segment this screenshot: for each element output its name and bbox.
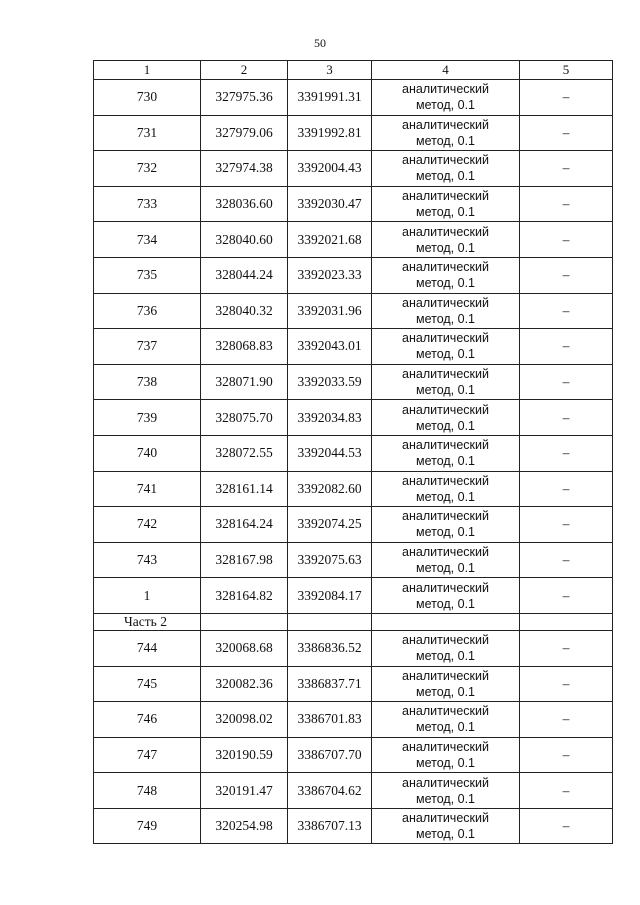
coordinate-x: 328075.70	[201, 400, 288, 436]
method-cell	[372, 773, 520, 809]
point-number: 730	[94, 80, 201, 116]
method-line-1: аналитический	[402, 153, 489, 168]
method-line-1: аналитический	[402, 224, 489, 239]
point-number: 736	[94, 293, 201, 329]
col5-value: –	[520, 507, 613, 543]
coordinates-table	[93, 60, 613, 844]
table-row	[94, 80, 613, 116]
point-number: 739	[94, 400, 201, 436]
method-line-2: метод, 0.1	[415, 276, 475, 291]
method-line-2: метод, 0.1	[415, 98, 475, 113]
col5-value: –	[520, 737, 613, 773]
method-cell	[372, 507, 520, 543]
method-cell	[372, 702, 520, 738]
empty-cell	[520, 613, 613, 630]
coordinate-x: 320082.36	[201, 666, 288, 702]
col5-value: –	[520, 471, 613, 507]
section-row	[94, 613, 613, 630]
coordinate-y: 3386704.62	[288, 773, 372, 809]
point-number: 732	[94, 151, 201, 187]
coordinate-y: 3392034.83	[288, 400, 372, 436]
method-line-2: метод, 0.1	[415, 791, 475, 806]
coordinate-x: 328161.14	[201, 471, 288, 507]
method-line-1: аналитический	[402, 811, 489, 826]
table-row	[94, 578, 613, 614]
col5-value: –	[520, 630, 613, 666]
table-row	[94, 471, 613, 507]
header-col-2: 2	[201, 61, 288, 80]
coordinate-x: 328040.60	[201, 222, 288, 258]
table-row	[94, 115, 613, 151]
point-number: 735	[94, 257, 201, 293]
col5-value: –	[520, 222, 613, 258]
method-line-1: аналитический	[402, 580, 489, 595]
coordinate-y: 3386707.70	[288, 737, 372, 773]
coordinate-y: 3392043.01	[288, 329, 372, 365]
col5-value: –	[520, 578, 613, 614]
method-line-1: аналитический	[402, 473, 489, 488]
method-line-1: аналитический	[402, 509, 489, 524]
method-line-1: аналитический	[402, 117, 489, 132]
method-line-2: метод, 0.1	[415, 649, 475, 664]
coordinate-y: 3392021.68	[288, 222, 372, 258]
table-row	[94, 808, 613, 844]
method-cell	[372, 630, 520, 666]
coordinate-x: 328072.55	[201, 435, 288, 471]
coordinate-x: 320254.98	[201, 808, 288, 844]
method-line-2: метод, 0.1	[415, 684, 475, 699]
method-cell	[372, 737, 520, 773]
col5-value: –	[520, 329, 613, 365]
coordinate-x: 327975.36	[201, 80, 288, 116]
col5-value: –	[520, 666, 613, 702]
point-number: 745	[94, 666, 201, 702]
method-line-1: аналитический	[402, 438, 489, 453]
point-number: 742	[94, 507, 201, 543]
table-row	[94, 329, 613, 365]
method-line-1: аналитический	[402, 82, 489, 97]
coordinate-x: 328164.82	[201, 578, 288, 614]
method-cell	[372, 364, 520, 400]
table-row	[94, 737, 613, 773]
col5-value: –	[520, 702, 613, 738]
coordinate-y: 3386707.13	[288, 808, 372, 844]
method-line-2: метод, 0.1	[415, 525, 475, 540]
col5-value: –	[520, 257, 613, 293]
method-line-2: метод, 0.1	[415, 720, 475, 735]
point-number: 748	[94, 773, 201, 809]
method-line-2: метод, 0.1	[415, 240, 475, 255]
header-row	[94, 61, 613, 80]
method-line-2: метод, 0.1	[415, 755, 475, 770]
coordinate-y: 3392075.63	[288, 542, 372, 578]
method-line-2: метод, 0.1	[415, 418, 475, 433]
coordinate-x: 320191.47	[201, 773, 288, 809]
coordinate-x: 320190.59	[201, 737, 288, 773]
coordinate-x: 320068.68	[201, 630, 288, 666]
table-row	[94, 257, 613, 293]
empty-cell	[201, 613, 288, 630]
coordinate-y: 3391991.31	[288, 80, 372, 116]
point-number: 731	[94, 115, 201, 151]
col5-value: –	[520, 773, 613, 809]
table-row	[94, 222, 613, 258]
method-line-2: метод, 0.1	[415, 133, 475, 148]
coordinate-y: 3386701.83	[288, 702, 372, 738]
empty-cell	[288, 613, 372, 630]
method-cell	[372, 471, 520, 507]
point-number: 740	[94, 435, 201, 471]
method-line-1: аналитический	[402, 331, 489, 346]
col5-value: –	[520, 115, 613, 151]
point-number: 1	[94, 578, 201, 614]
method-line-1: аналитический	[402, 545, 489, 560]
coordinate-x: 327974.38	[201, 151, 288, 187]
table-row	[94, 773, 613, 809]
method-line-1: аналитический	[402, 260, 489, 275]
method-cell	[372, 257, 520, 293]
point-number: 743	[94, 542, 201, 578]
method-cell	[372, 186, 520, 222]
table-row	[94, 364, 613, 400]
method-cell	[372, 222, 520, 258]
method-cell	[372, 808, 520, 844]
method-cell	[372, 542, 520, 578]
coordinate-x: 328068.83	[201, 329, 288, 365]
table-row	[94, 507, 613, 543]
method-cell	[372, 666, 520, 702]
method-line-1: аналитический	[402, 775, 489, 790]
method-line-1: аналитический	[402, 704, 489, 719]
col5-value: –	[520, 542, 613, 578]
header-col-1: 1	[94, 61, 201, 80]
point-number: 733	[94, 186, 201, 222]
section-label: Часть 2	[94, 613, 201, 630]
coordinate-y: 3392031.96	[288, 293, 372, 329]
method-cell	[372, 578, 520, 614]
method-line-1: аналитический	[402, 402, 489, 417]
coordinate-y: 3392033.59	[288, 364, 372, 400]
method-line-1: аналитический	[402, 189, 489, 204]
col5-value: –	[520, 151, 613, 187]
method-line-2: метод, 0.1	[415, 169, 475, 184]
coordinate-x: 328071.90	[201, 364, 288, 400]
table-row	[94, 293, 613, 329]
coordinate-y: 3392084.17	[288, 578, 372, 614]
method-cell	[372, 115, 520, 151]
method-cell	[372, 151, 520, 187]
coordinate-x: 327979.06	[201, 115, 288, 151]
method-line-1: аналитический	[402, 668, 489, 683]
coordinate-x: 328040.32	[201, 293, 288, 329]
method-line-2: метод, 0.1	[415, 827, 475, 842]
col5-value: –	[520, 364, 613, 400]
coordinate-x: 320098.02	[201, 702, 288, 738]
method-line-2: метод, 0.1	[415, 489, 475, 504]
table-row	[94, 400, 613, 436]
point-number: 747	[94, 737, 201, 773]
table-row	[94, 435, 613, 471]
method-line-1: аналитический	[402, 633, 489, 648]
col5-value: –	[520, 400, 613, 436]
table-row	[94, 151, 613, 187]
table-row	[94, 542, 613, 578]
point-number: 741	[94, 471, 201, 507]
method-cell	[372, 329, 520, 365]
point-number: 749	[94, 808, 201, 844]
point-number: 734	[94, 222, 201, 258]
method-cell	[372, 80, 520, 116]
point-number: 738	[94, 364, 201, 400]
coordinate-x: 328164.24	[201, 507, 288, 543]
col5-value: –	[520, 186, 613, 222]
page-number: 50	[314, 36, 326, 50]
table-row	[94, 186, 613, 222]
coordinate-x: 328036.60	[201, 186, 288, 222]
header-col-5: 5	[520, 61, 613, 80]
coordinate-y: 3392030.47	[288, 186, 372, 222]
method-line-2: метод, 0.1	[415, 311, 475, 326]
coordinate-y: 3392044.53	[288, 435, 372, 471]
empty-cell	[372, 613, 520, 630]
method-cell	[372, 400, 520, 436]
coordinate-y: 3386837.71	[288, 666, 372, 702]
header-col-4: 4	[372, 61, 520, 80]
method-line-1: аналитический	[402, 295, 489, 310]
method-line-2: метод, 0.1	[415, 454, 475, 469]
method-cell	[372, 293, 520, 329]
method-line-1: аналитический	[402, 739, 489, 754]
col5-value: –	[520, 435, 613, 471]
table-row	[94, 702, 613, 738]
point-number: 744	[94, 630, 201, 666]
method-line-1: аналитический	[402, 367, 489, 382]
col5-value: –	[520, 80, 613, 116]
coordinate-x: 328167.98	[201, 542, 288, 578]
coordinate-y: 3392023.33	[288, 257, 372, 293]
method-line-2: метод, 0.1	[415, 383, 475, 398]
method-cell	[372, 435, 520, 471]
coordinate-x: 328044.24	[201, 257, 288, 293]
table-row	[94, 666, 613, 702]
point-number: 737	[94, 329, 201, 365]
method-line-2: метод, 0.1	[415, 205, 475, 220]
col5-value: –	[520, 808, 613, 844]
coordinate-y: 3392004.43	[288, 151, 372, 187]
coordinate-y: 3392082.60	[288, 471, 372, 507]
table-row	[94, 630, 613, 666]
coordinate-y: 3391992.81	[288, 115, 372, 151]
header-col-3: 3	[288, 61, 372, 80]
method-line-2: метод, 0.1	[415, 561, 475, 576]
coordinates-table-body	[94, 61, 613, 844]
coordinate-y: 3392074.25	[288, 507, 372, 543]
col5-value: –	[520, 293, 613, 329]
method-line-2: метод, 0.1	[415, 347, 475, 362]
method-line-2: метод, 0.1	[415, 596, 475, 611]
point-number: 746	[94, 702, 201, 738]
coordinate-y: 3386836.52	[288, 630, 372, 666]
